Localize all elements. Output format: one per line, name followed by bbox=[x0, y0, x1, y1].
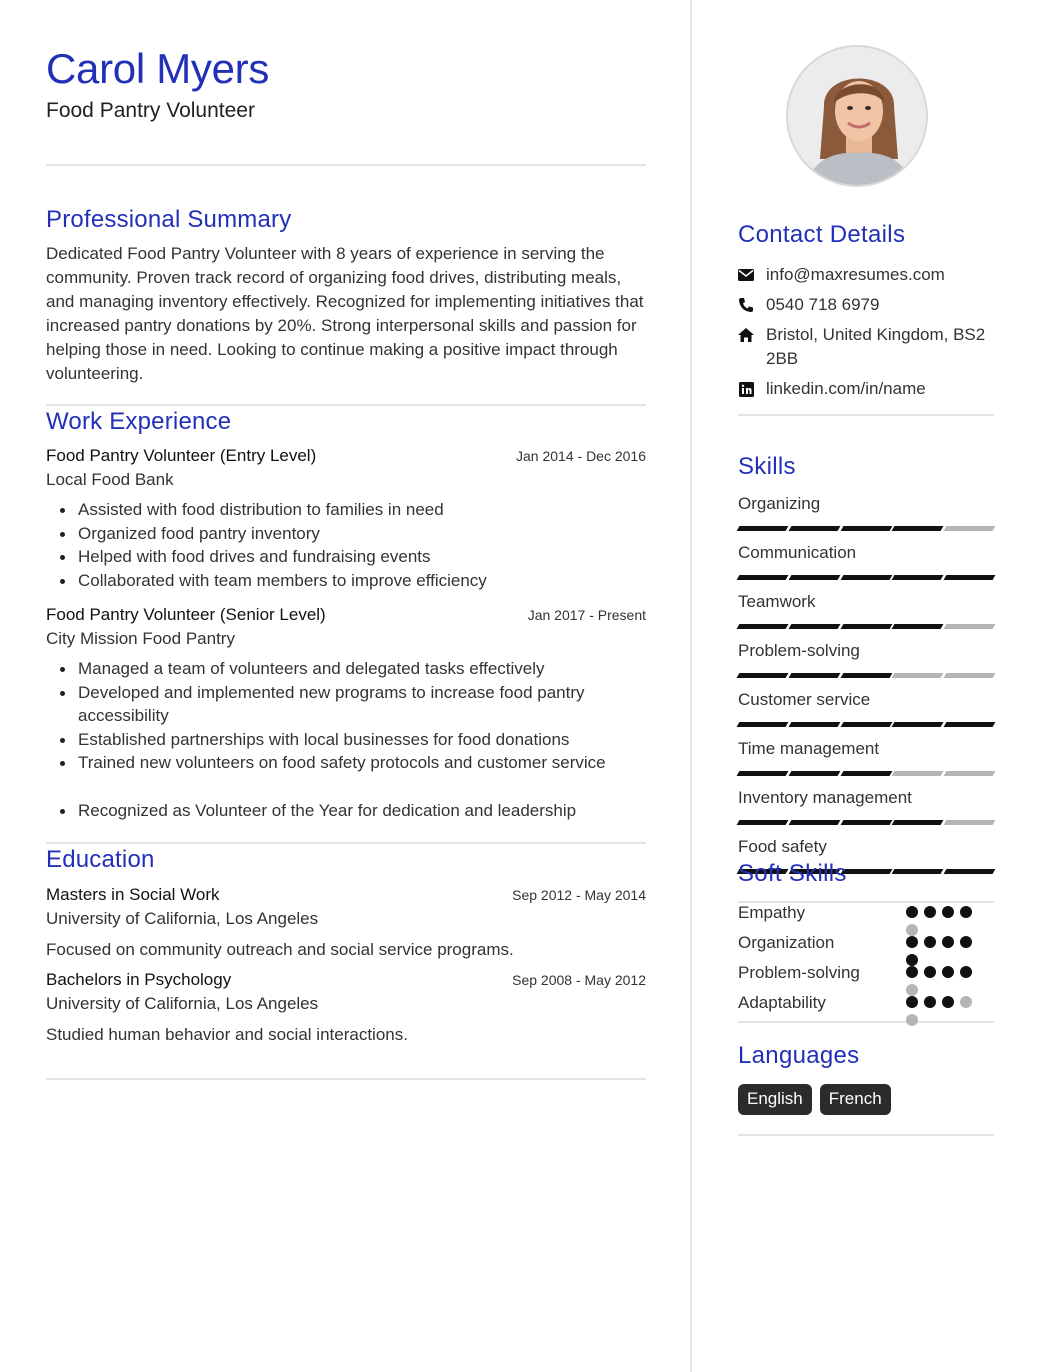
skill-level-segment bbox=[840, 575, 892, 580]
rating-dot bbox=[906, 996, 918, 1008]
job-organization: City Mission Food Pantry bbox=[46, 629, 235, 648]
contact-section bbox=[738, 220, 994, 416]
rating-dot bbox=[942, 966, 954, 978]
skill-item bbox=[738, 737, 994, 780]
skill-level-bar bbox=[738, 571, 994, 584]
candidate-title: Food Pantry Volunteer bbox=[46, 99, 255, 122]
job-bullet: Helped with food drives and fundraising events bbox=[78, 545, 646, 569]
skill-level-segment bbox=[737, 526, 789, 531]
soft-skill-name: Empathy bbox=[738, 903, 806, 922]
contact-address bbox=[738, 323, 994, 371]
school-name: University of California, Los Angeles bbox=[46, 909, 319, 928]
rating-dot bbox=[960, 936, 972, 948]
avatar bbox=[786, 45, 928, 187]
skill-name: Problem-solving bbox=[738, 641, 860, 660]
skill-level-bar bbox=[738, 718, 994, 731]
skill-level-segment bbox=[840, 673, 892, 678]
soft-skill-item bbox=[738, 989, 994, 1019]
skill-level-segment bbox=[892, 771, 944, 776]
rating-dot bbox=[906, 966, 918, 978]
skill-level-segment bbox=[892, 820, 944, 825]
job-bullets bbox=[46, 498, 646, 592]
skill-level-segment bbox=[737, 820, 789, 825]
skill-level-segment bbox=[788, 526, 840, 531]
job-bullet: Recognized as Volunteer of the Year for dedication and leadership bbox=[78, 799, 646, 823]
skill-level-segment bbox=[892, 722, 944, 727]
job-bullet: Collaborated with team members to improve efficiency bbox=[78, 569, 646, 593]
soft-skill-item bbox=[738, 899, 994, 929]
portrait-photo bbox=[788, 47, 928, 187]
languages-divider bbox=[738, 1134, 994, 1136]
skill-item bbox=[738, 590, 994, 633]
job-bullet: Developed and implemented new programs to increase food pantry accessibility bbox=[78, 681, 646, 728]
rating-dot bbox=[924, 936, 936, 948]
rating-dot bbox=[924, 906, 936, 918]
skill-level-segment bbox=[840, 526, 892, 531]
skill-level-segment bbox=[788, 771, 840, 776]
languages-heading: Languages bbox=[738, 1042, 860, 1069]
contact-email[interactable] bbox=[738, 263, 994, 287]
education-date: Sep 2008 - May 2012 bbox=[512, 972, 646, 988]
education-description: Focused on community outreach and social service programs. bbox=[46, 940, 514, 959]
skill-level-segment bbox=[840, 771, 892, 776]
skill-level-segment bbox=[788, 673, 840, 678]
envelope-icon bbox=[738, 263, 754, 287]
rating-dot bbox=[924, 966, 936, 978]
soft-skill-rating bbox=[906, 996, 986, 1036]
header-divider bbox=[46, 164, 646, 166]
rating-dot bbox=[960, 906, 972, 918]
education-heading: Education bbox=[46, 846, 155, 873]
skill-level-segment bbox=[944, 624, 996, 629]
skill-level-bar bbox=[738, 767, 994, 780]
skill-level-segment bbox=[944, 820, 996, 825]
skill-level-segment bbox=[788, 722, 840, 727]
language-chip: English bbox=[738, 1084, 812, 1115]
soft-skills-section bbox=[738, 859, 994, 1023]
candidate-name: Carol Myers bbox=[46, 45, 270, 92]
work-divider bbox=[46, 842, 646, 844]
rating-dot bbox=[942, 906, 954, 918]
soft-skill-name: Adaptability bbox=[738, 993, 826, 1012]
rating-dot bbox=[906, 936, 918, 948]
skill-level-segment bbox=[892, 673, 944, 678]
job-organization: Local Food Bank bbox=[46, 470, 174, 489]
job-bullet: Managed a team of volunteers and delegated tasks effectively bbox=[78, 657, 646, 681]
skill-level-bar bbox=[738, 522, 994, 535]
summary-text: Dedicated Food Pantry Volunteer with 8 years of experience in serving the community. Proven track record of organizing food drives, distributing meals, and managing inventory effectively. Recognized for implementing initiatives that increased pantry donations by 20%. Strong interpersonal skills and passion for helping those in need. Looking to continue making a positive impact through volunteering. bbox=[46, 244, 644, 383]
contact-email-text: info@maxresumes.com bbox=[766, 265, 945, 284]
education-entry bbox=[46, 883, 646, 962]
skill-name: Organizing bbox=[738, 494, 821, 513]
rating-dot bbox=[942, 996, 954, 1008]
skill-level-segment bbox=[788, 575, 840, 580]
school-name: University of California, Los Angeles bbox=[46, 994, 319, 1013]
skill-level-bar bbox=[738, 669, 994, 682]
contact-heading: Contact Details bbox=[738, 221, 906, 248]
rating-dot bbox=[924, 996, 936, 1008]
job-title: Food Pantry Volunteer (Entry Level) bbox=[46, 446, 317, 465]
skill-level-segment bbox=[737, 575, 789, 580]
contact-divider bbox=[738, 414, 994, 416]
skill-level-segment bbox=[737, 771, 789, 776]
skill-level-segment bbox=[788, 820, 840, 825]
skill-level-segment bbox=[892, 624, 944, 629]
skill-name: Food safety bbox=[738, 837, 827, 856]
languages-section bbox=[738, 1041, 994, 1136]
education-date: Sep 2012 - May 2014 bbox=[512, 887, 646, 903]
rating-dot bbox=[906, 906, 918, 918]
skill-name: Communication bbox=[738, 543, 857, 562]
job-title: Food Pantry Volunteer (Senior Level) bbox=[46, 605, 326, 624]
soft-skill-item bbox=[738, 929, 994, 959]
summary-divider bbox=[46, 404, 646, 406]
contact-phone-text: 0540 718 6979 bbox=[766, 295, 880, 314]
skill-item bbox=[738, 786, 994, 829]
skill-item bbox=[738, 541, 994, 584]
contact-phone[interactable] bbox=[738, 293, 994, 317]
rating-dot bbox=[960, 996, 972, 1008]
linkedin-icon bbox=[738, 377, 754, 401]
soft-skill-name: Organization bbox=[738, 933, 835, 952]
education-description: Studied human behavior and social interactions. bbox=[46, 1025, 408, 1044]
summary-heading: Professional Summary bbox=[46, 206, 292, 233]
job-bullet: Organized food pantry inventory bbox=[78, 522, 646, 546]
job-bullets bbox=[46, 657, 646, 822]
job-date: Jan 2014 - Dec 2016 bbox=[516, 448, 646, 464]
skill-level-segment bbox=[944, 673, 996, 678]
work-heading: Work Experience bbox=[46, 408, 232, 435]
home-icon bbox=[738, 323, 754, 347]
skill-name: Inventory management bbox=[738, 788, 912, 807]
degree-title: Masters in Social Work bbox=[46, 885, 220, 904]
job-date: Jan 2017 - Present bbox=[527, 607, 646, 623]
skill-level-segment bbox=[944, 575, 996, 580]
skill-level-segment bbox=[944, 526, 996, 531]
skill-name: Customer service bbox=[738, 690, 871, 709]
contact-linkedin[interactable] bbox=[738, 377, 994, 401]
skill-level-segment bbox=[892, 575, 944, 580]
job-bullet: Established partnerships with local businesses for food donations bbox=[78, 728, 646, 752]
skill-item bbox=[738, 688, 994, 731]
skill-level-segment bbox=[737, 624, 789, 629]
skill-level-bar bbox=[738, 816, 994, 829]
phone-icon bbox=[738, 293, 754, 317]
skill-level-segment bbox=[944, 771, 996, 776]
soft-skills-heading: Soft Skills bbox=[738, 860, 847, 887]
skill-level-segment bbox=[788, 624, 840, 629]
skill-level-bar bbox=[738, 620, 994, 633]
soft-skill-name: Problem-solving bbox=[738, 963, 860, 982]
skill-level-segment bbox=[737, 673, 789, 678]
skill-level-segment bbox=[944, 722, 996, 727]
main-column bbox=[46, 44, 646, 1080]
education-divider bbox=[46, 1078, 646, 1080]
soft-skill-item bbox=[738, 959, 994, 989]
skills-section bbox=[738, 452, 994, 903]
degree-title: Bachelors in Psychology bbox=[46, 970, 232, 989]
contact-address-text: Bristol, United Kingdom, BS2 2BB bbox=[766, 325, 986, 368]
job-bullet: Assisted with food distribution to families in need bbox=[78, 498, 646, 522]
skill-name: Teamwork bbox=[738, 592, 816, 611]
job-bullet: Trained new volunteers on food safety protocols and customer service bbox=[78, 751, 646, 775]
skill-item bbox=[738, 492, 994, 535]
rating-dot bbox=[906, 1014, 918, 1026]
education-entry bbox=[46, 968, 646, 1047]
skill-level-segment bbox=[737, 722, 789, 727]
skill-level-segment bbox=[840, 624, 892, 629]
skill-item bbox=[738, 639, 994, 682]
job-entry bbox=[46, 603, 646, 822]
skill-name: Time management bbox=[738, 739, 880, 758]
skill-level-segment bbox=[840, 722, 892, 727]
contact-linkedin-text: linkedin.com/in/name bbox=[766, 379, 926, 398]
skill-level-segment bbox=[840, 820, 892, 825]
skill-level-segment bbox=[892, 526, 944, 531]
column-divider bbox=[690, 0, 692, 1372]
rating-dot bbox=[942, 936, 954, 948]
skills-heading: Skills bbox=[738, 453, 796, 480]
rating-dot bbox=[960, 966, 972, 978]
job-entry bbox=[46, 444, 646, 592]
language-chip: French bbox=[820, 1084, 891, 1115]
